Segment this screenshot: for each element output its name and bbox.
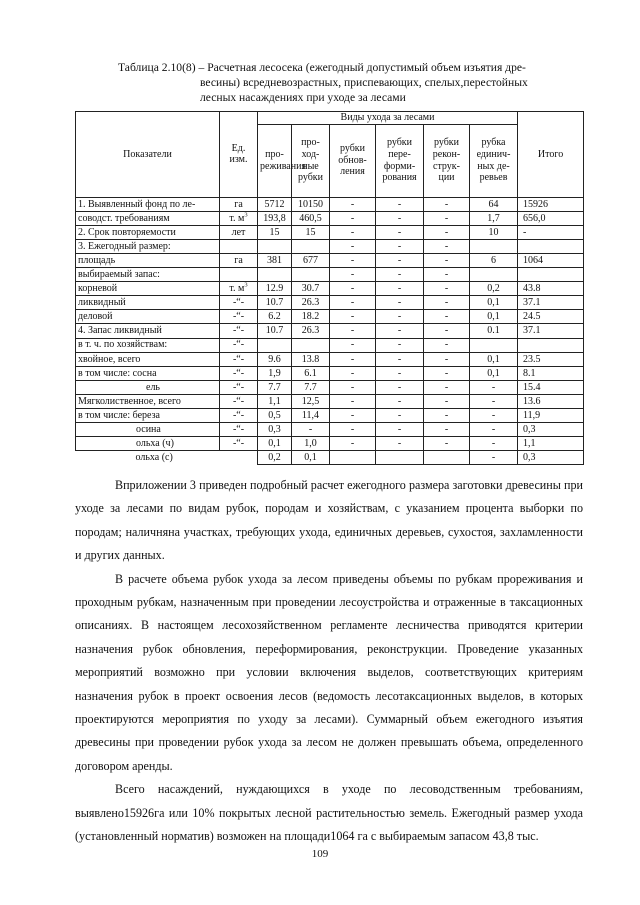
row-unit [220,437,258,451]
table-cell: - [424,338,470,352]
unit-text: -“- [232,409,245,421]
row-unit [220,366,258,380]
table-cell: - [424,380,470,394]
table-cell: - [424,197,470,211]
table-cell: - [376,366,424,380]
table-row [76,211,584,225]
unit-text: -“- [232,395,245,407]
table-cell: - [330,394,376,408]
table-cell: - [330,338,376,352]
row-unit [220,225,258,239]
table-cell: 0,1 [470,366,518,380]
table-cell: 1,1 [258,394,292,408]
row-label: площадь [76,253,220,267]
table-cell: 1064 [518,253,584,267]
table-cell: - [424,423,470,437]
unit-text: -“- [232,438,245,450]
table-cell: 0.1 [470,324,518,338]
table-cell: 193,8 [258,211,292,225]
table-cell: 7.7 [292,380,330,394]
table-cell: 0,3 [258,423,292,437]
table-cell: - [424,296,470,310]
unit-text: -“- [232,381,245,393]
row-label: выбираемый запас: [76,268,220,282]
table-cell: - [330,268,376,282]
table-cell: 11,4 [292,409,330,423]
table-cell: - [376,197,424,211]
table-cell: 13.8 [292,352,330,366]
caption-line-3: лесных насаждениях при уходе за лесами [200,91,406,104]
table-cell: 9.6 [258,352,292,366]
table-cell [258,338,292,352]
table-cell: 7.7 [258,380,292,394]
table-cell: - [330,352,376,366]
table-cell: - [376,423,424,437]
table-cell: 0,5 [258,409,292,423]
table-row [76,409,584,423]
table-cell: 15 [258,225,292,239]
row-label: осина [76,423,220,437]
row-unit [220,409,258,423]
unit-text: га [234,198,243,210]
table-body [76,197,584,465]
table-cell: - [330,324,376,338]
row-unit [220,253,258,267]
unit-text: -“- [232,325,245,337]
table-row [76,225,584,239]
row-label: 1. Выявленный фонд по ле- [76,197,220,211]
unit-text: -“- [232,353,245,365]
caption-line-1: Таблица 2.10(8) – Расчетная лесосека (ежегодный допустимый объем изъятия дре- [118,61,526,74]
table-cell: 37.1 [518,324,584,338]
header-col-3: рубки обнов-ления [330,124,376,197]
row-unit [220,423,258,437]
table-cell: - [424,225,470,239]
table-cell: 15 [292,225,330,239]
row-label: ольха (ч) [76,437,220,451]
table-cell: - [424,239,470,253]
table-row [76,197,584,211]
row-unit [220,268,258,282]
row-unit [220,310,258,324]
table-cell: 0,1 [470,296,518,310]
table-cell: 0,1 [258,437,292,451]
table-cell [470,268,518,282]
table-cell: - [376,352,424,366]
table-cell: 10.7 [258,324,292,338]
table-cell: - [330,366,376,380]
table-cell: - [518,225,584,239]
table-cell: - [424,253,470,267]
table-cell: - [330,239,376,253]
table-cell [518,338,584,352]
row-label: хвойное, всего [76,352,220,366]
row-unit [220,380,258,394]
header-col-4: рубки пере-форми-рования [376,124,424,197]
unit-text: -“- [232,311,245,323]
table-cell: - [292,423,330,437]
table-cell: - [376,324,424,338]
table-cell: - [424,366,470,380]
table-cell: - [424,437,470,451]
unit-text: -“- [232,367,245,379]
unit-text: лет [231,226,246,238]
row-unit [220,338,258,352]
header-col-2: про-ход-ные рубки [292,124,330,197]
table-row [76,239,584,253]
table-cell: - [470,437,518,451]
logging-volume-table [75,111,584,465]
table-cell: 1,9 [258,366,292,380]
table-row [76,324,584,338]
table-cell: - [330,423,376,437]
unit-superscript: 3 [244,211,248,219]
table-cell: - [424,268,470,282]
table-cell [470,239,518,253]
table-row [76,296,584,310]
table-cell: - [424,352,470,366]
table-cell: 0,1 [470,352,518,366]
caption-line-2: весины) всредневозрастных, приспевающих, спелых,перестойных [200,76,528,89]
table-cell: - [376,409,424,423]
row-unit [220,324,258,338]
table-cell [330,451,376,465]
row-unit [220,282,258,296]
row-label: 4. Запас ликвидный [76,324,220,338]
table-row [76,268,584,282]
row-label: ликвидный [76,296,220,310]
unit-text: -“- [232,297,245,309]
table-cell: 10150 [292,197,330,211]
table-cell: 656,0 [518,211,584,225]
table-cell: 381 [258,253,292,267]
table-cell: - [424,394,470,408]
row-unit [220,239,258,253]
row-label: соводст. требованиям [76,211,220,225]
table-cell: 0,3 [518,423,584,437]
table-cell: - [424,324,470,338]
table-cell: 26.3 [292,324,330,338]
header-col-1: про-реживания [258,124,292,197]
row-label: 2. Срок повторяемости [76,225,220,239]
table-cell: 64 [470,197,518,211]
table-cell: 0,2 [258,451,292,465]
table-cell: 12,5 [292,394,330,408]
paragraph-2: В расчете объема рубок ухода за лесом приведены объемы по рубкам прореживания и проходным рубкам, назначенным при проведении лесоустройства и отраженные в таксационных описаниях. В настоящем лесохозяйственном регламенте лесничества приводятся критерии назначения рубок обновления, переформирования, реконструкции. Проведение указанных мероприятий возможно при условии включения выделов, соответствующих критериям назначения рубок в проект освоения лесов (ведомость лесотаксационных выделов, в которых проектируются мероприятия по уходу за лесами). Суммарный объем ежегодного изъятия древесины при проведении рубок ухода за лесом не должен превышать объема, определенного договором аренды. [75,571,583,773]
table-cell [518,268,584,282]
row-label: в том числе: береза [76,409,220,423]
table-cell: 1,0 [292,437,330,451]
table-cell: 37.1 [518,296,584,310]
table-cell: 23.5 [518,352,584,366]
table-cell: 8.1 [518,366,584,380]
row-label: Мягколиственное, всего [76,394,220,408]
table-cell: - [376,239,424,253]
body-text [75,474,583,849]
table-cell: - [470,394,518,408]
table-cell: - [470,423,518,437]
row-unit [220,352,258,366]
table-cell: 15926 [518,197,584,211]
table-cell: 0,3 [518,451,584,465]
table-cell [376,451,424,465]
paragraph-1: Вприложении 3 приведен подробный расчет ежегодного размера заготовки древесины при уходе за лесами по видам рубок, породам и хозяйствам, с указанием процента выборки по породам; наличняна участках, требующих ухода, единичных деревьев, сухостоя, захламленности и других данных. [75,478,583,563]
table-cell [424,451,470,465]
table-cell: 0,1 [292,451,330,465]
table-row [76,352,584,366]
table-cell: - [376,282,424,296]
row-label: ель [76,380,220,394]
table-row [76,451,584,465]
row-unit [220,211,258,225]
table-cell: - [424,282,470,296]
row-label: в т. ч. по хозяйствам: [76,338,220,352]
table-cell [258,239,292,253]
table-cell: 12.9 [258,282,292,296]
header-care-types: Виды ухода за лесами [258,112,518,125]
row-unit [220,451,258,465]
table-cell: - [330,197,376,211]
header-unit: Ед. изм. [220,112,258,198]
table-cell [470,338,518,352]
table-cell: 43.8 [518,282,584,296]
table-cell: 0,1 [470,310,518,324]
table-cell: - [330,310,376,324]
header-total: Итого [518,112,584,198]
unit-superscript: 3 [244,281,248,289]
table-cell: - [470,380,518,394]
table-cell: - [376,338,424,352]
row-label: в том числе: сосна [76,366,220,380]
row-unit [220,394,258,408]
table-row [76,282,584,296]
table-cell: 1,1 [518,437,584,451]
table-cell: - [376,211,424,225]
table-row [76,380,584,394]
table-cell: 11,9 [518,409,584,423]
table-row [76,338,584,352]
row-unit [220,296,258,310]
table-cell: 13.6 [518,394,584,408]
row-label: корневой [76,282,220,296]
table-cell: - [424,211,470,225]
table-cell: - [376,310,424,324]
table-caption [118,60,580,105]
table-cell: 460,5 [292,211,330,225]
unit-text: т. м [229,283,245,295]
table-cell: 24.5 [518,310,584,324]
table-row [76,394,584,408]
header-indicators: Показатели [76,112,220,198]
table-cell: 677 [292,253,330,267]
table-cell: 10 [470,225,518,239]
table-cell: - [330,211,376,225]
table-cell: 26.3 [292,296,330,310]
unit-text: -“- [232,339,245,351]
table-cell [518,239,584,253]
table-cell: - [376,268,424,282]
table-cell: - [330,380,376,394]
page-number: 109 [311,848,329,860]
table-cell: 18.2 [292,310,330,324]
paragraph-3: Всего насаждений, нуждающихся в уходе по лесоводственным требованиям, выявлено15926га или 10% покрытых лесной растительностью земель. Ежегодный размер ухода (установленный норматив) возможен на площади1064 га с выбираемым запасом 43,8 тыс. [75,782,583,844]
table-cell: - [330,225,376,239]
table-cell: - [376,225,424,239]
table-cell: - [330,437,376,451]
table-cell: - [376,296,424,310]
table-cell [292,268,330,282]
header-col-6: рубка единич-ных де-ревьев [470,124,518,197]
unit-text: га [234,254,243,266]
table-cell: - [424,310,470,324]
table-row [76,423,584,437]
table-cell: - [376,380,424,394]
header-col-5: рубки рекон-струк-ции [424,124,470,197]
table-cell: 1,7 [470,211,518,225]
table-cell: - [424,409,470,423]
table-cell: - [330,296,376,310]
table-cell: - [470,409,518,423]
table-cell: - [330,409,376,423]
table-cell: 6.1 [292,366,330,380]
table-cell: 6 [470,253,518,267]
table-cell: - [470,451,518,465]
table-cell: - [376,437,424,451]
table-row [76,437,584,451]
row-label: деловой [76,310,220,324]
table-cell: 0,2 [470,282,518,296]
table-cell: - [376,253,424,267]
unit-text: -“- [232,424,245,436]
table-cell [292,338,330,352]
table-cell: - [330,282,376,296]
table-row [76,366,584,380]
table-row [76,310,584,324]
table-cell: - [376,394,424,408]
row-label: 3. Ежегодный размер: [76,239,220,253]
row-label: ольха (с) [135,452,173,464]
table-row [76,253,584,267]
unit-text: т. м [229,212,245,224]
table-cell: - [330,253,376,267]
table-cell: 30.7 [292,282,330,296]
table-cell: 6.2 [258,310,292,324]
table-cell: 5712 [258,197,292,211]
table-cell [292,239,330,253]
table-cell: 15.4 [518,380,584,394]
table-cell [258,268,292,282]
row-unit [220,197,258,211]
table-cell: 10.7 [258,296,292,310]
